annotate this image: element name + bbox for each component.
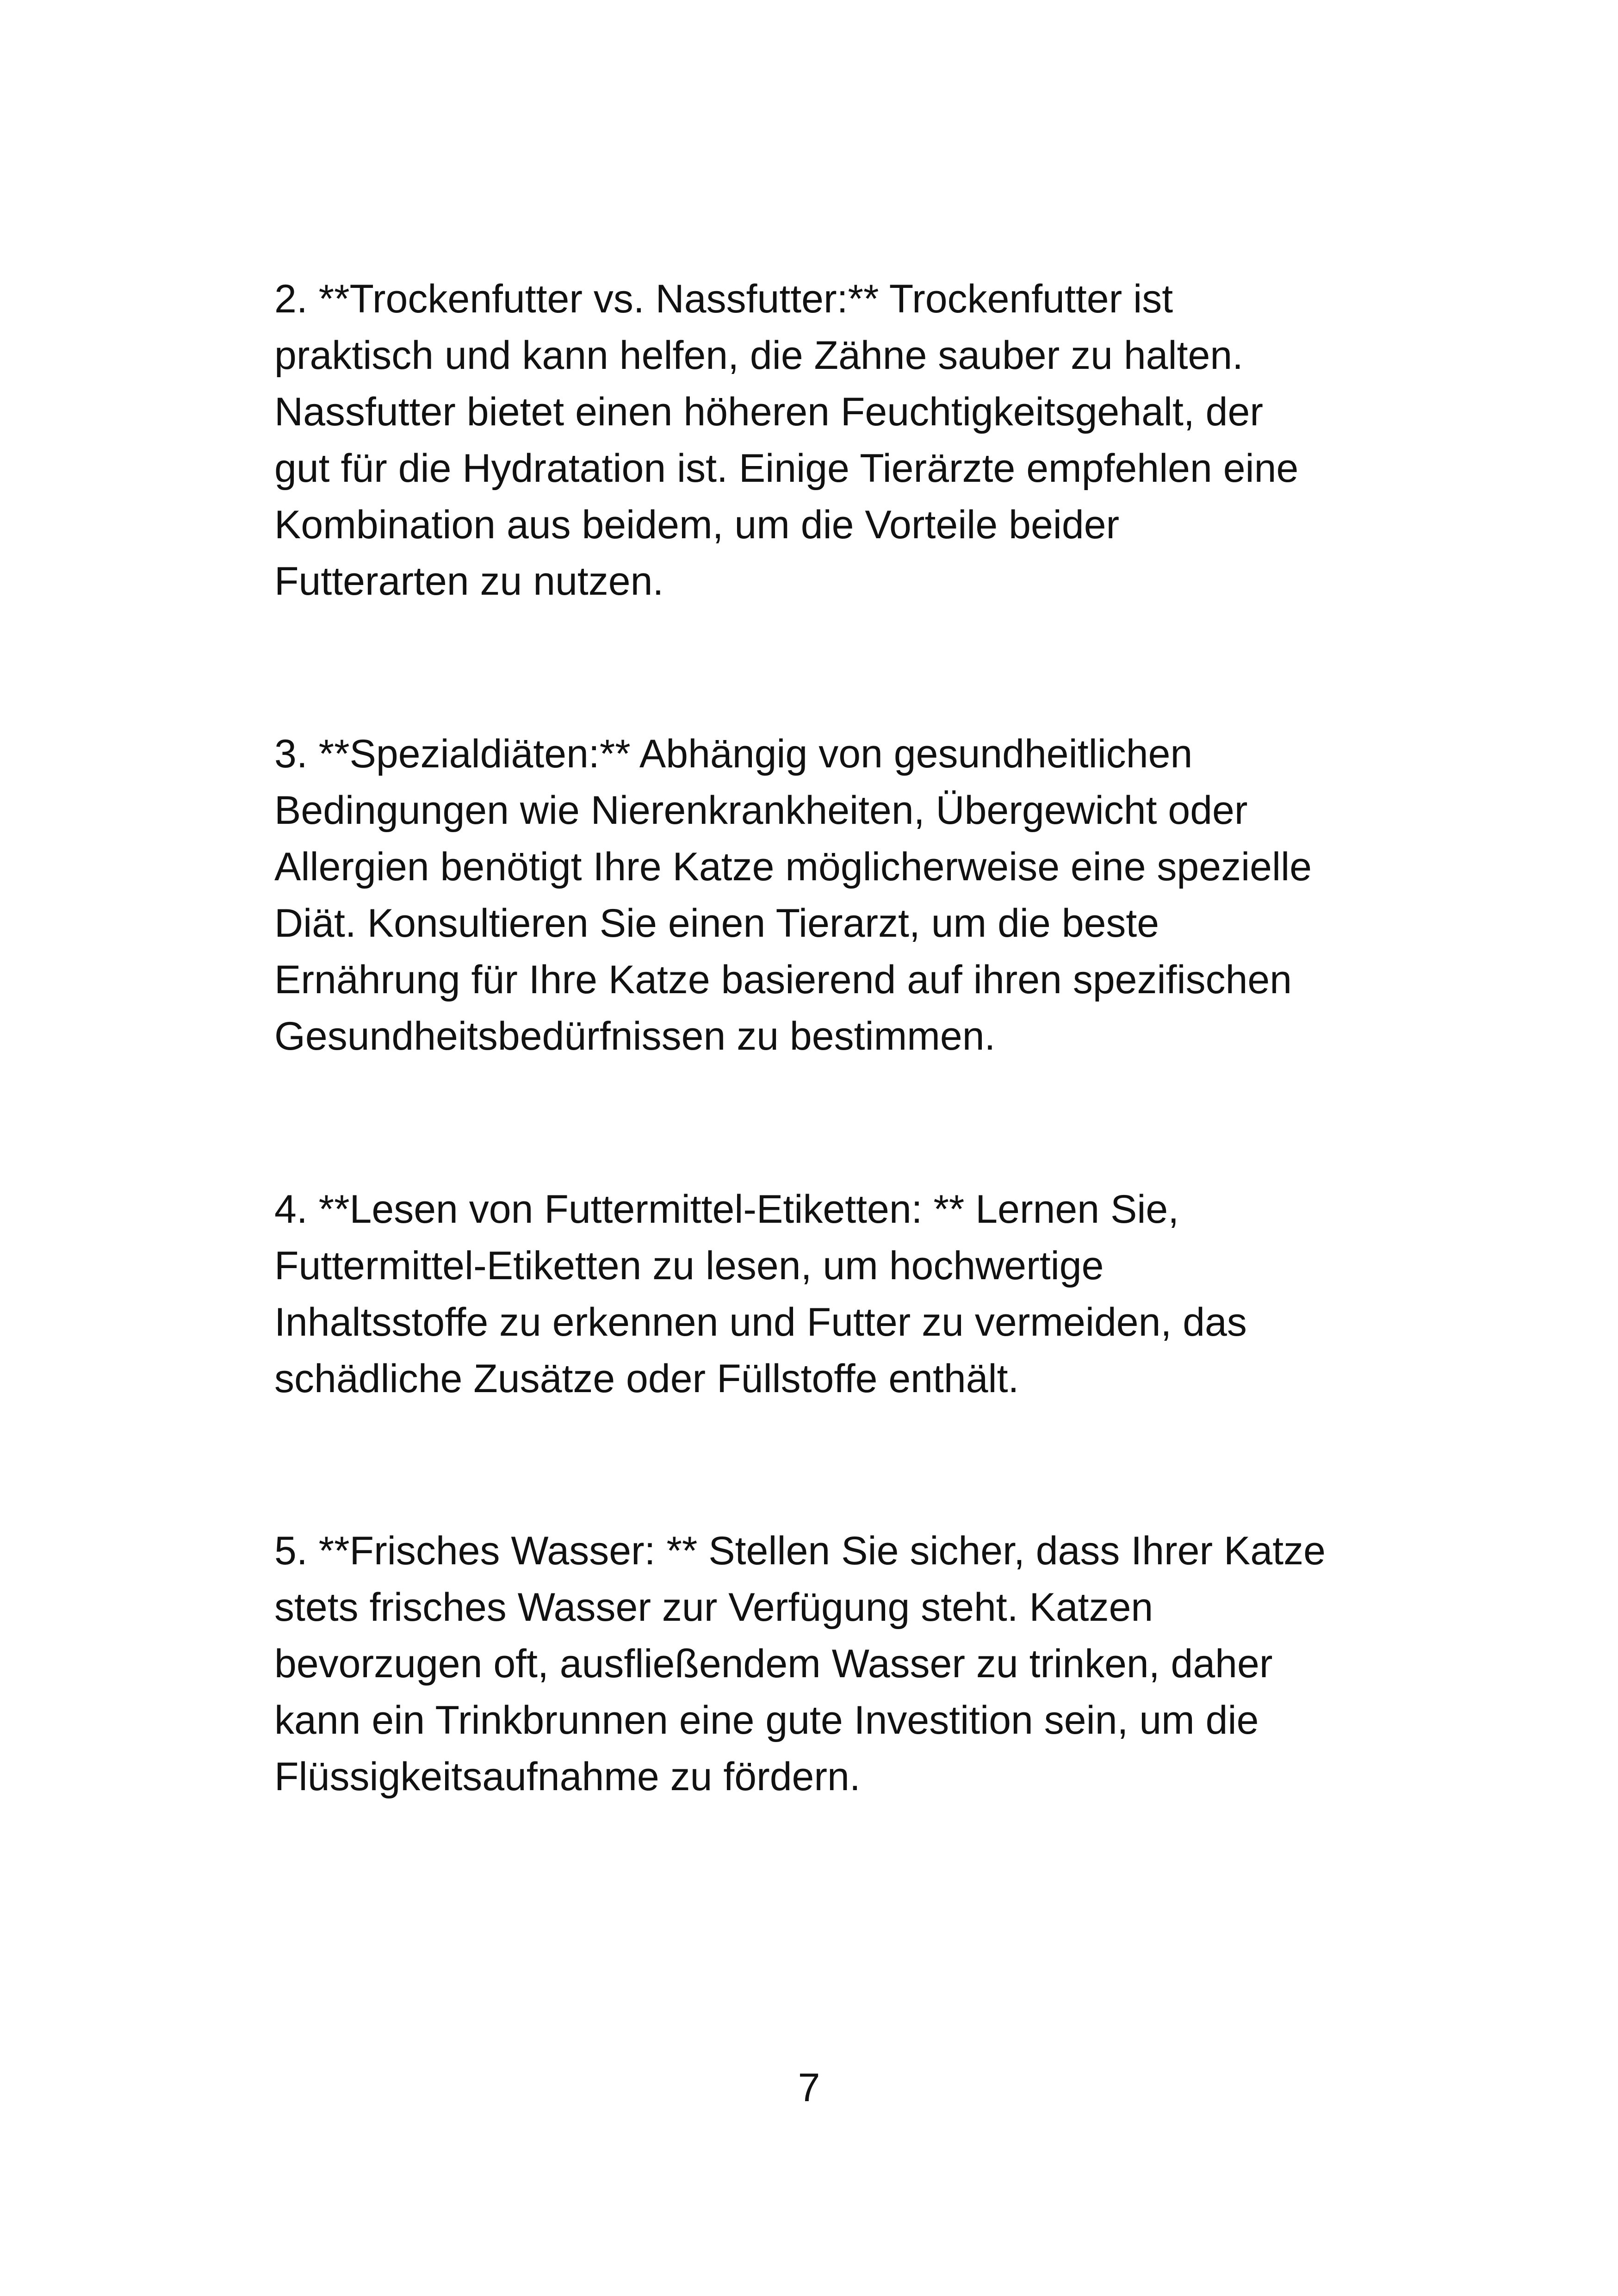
paragraph-reading-food-labels [274,1181,1366,1407]
paragraph-line: Gesundheitsbedürfnissen zu bestimmen. [274,1014,996,1058]
paragraph-line: Flüssigkeitsaufnahme zu fördern. [274,1755,861,1799]
paragraph-line: 2. **Trockenfutter vs. Nassfutter:** Trockenfutter ist [274,277,1173,321]
paragraph-line: schädliche Zusätze oder Füllstoffe enthält. [274,1356,1019,1401]
paragraph-line: 5. **Frisches Wasser: ** Stellen Sie sicher, dass Ihrer Katze [274,1529,1326,1573]
paragraph-line: Futtermittel-Etiketten zu lesen, um hochwertige [274,1244,1104,1288]
paragraph-line: Diät. Konsultieren Sie einen Tierarzt, um die beste [274,901,1159,946]
paragraph-line: Ernährung für Ihre Katze basierend auf ihren spezifischen [274,958,1292,1002]
paragraph-line: kann ein Trinkbrunnen eine gute Investition sein, um die [274,1698,1259,1742]
paragraph-line: bevorzugen oft, ausfließendem Wasser zu trinken, daher [274,1642,1273,1686]
paragraph-line: gut für die Hydratation ist. Einige Tierärzte empfehlen eine [274,446,1299,491]
paragraph-special-diets [274,726,1366,1064]
paragraph-line: 4. **Lesen von Futtermittel-Etiketten: ** Lernen Sie, [274,1187,1179,1232]
paragraph-fresh-water [274,1523,1366,1805]
paragraph-line: Futterarten zu nutzen. [274,559,664,604]
paragraph-line: Allergien benötigt Ihre Katze möglicherweise eine spezielle [274,845,1312,889]
paragraph-dry-vs-wet-food [274,271,1366,610]
paragraph-line: Inhaltsstoffe zu erkennen und Futter zu vermeiden, das [274,1300,1247,1344]
page-number: 7 [798,2066,820,2110]
paragraph-line: praktisch und kann helfen, die Zähne sauber zu halten. [274,333,1244,378]
paragraph-line: Kombination aus beidem, um die Vorteile beider [274,503,1120,547]
paragraph-line: stets frisches Wasser zur Verfügung steht. Katzen [274,1585,1153,1630]
paragraph-line: Bedingungen wie Nierenkrankheiten, Übergewicht oder [274,788,1248,833]
paragraph-line: 3. **Spezialdiäten:** Abhängig von gesundheitlichen [274,732,1193,776]
paragraph-line: Nassfutter bietet einen höheren Feuchtigkeitsgehalt, der [274,390,1263,434]
